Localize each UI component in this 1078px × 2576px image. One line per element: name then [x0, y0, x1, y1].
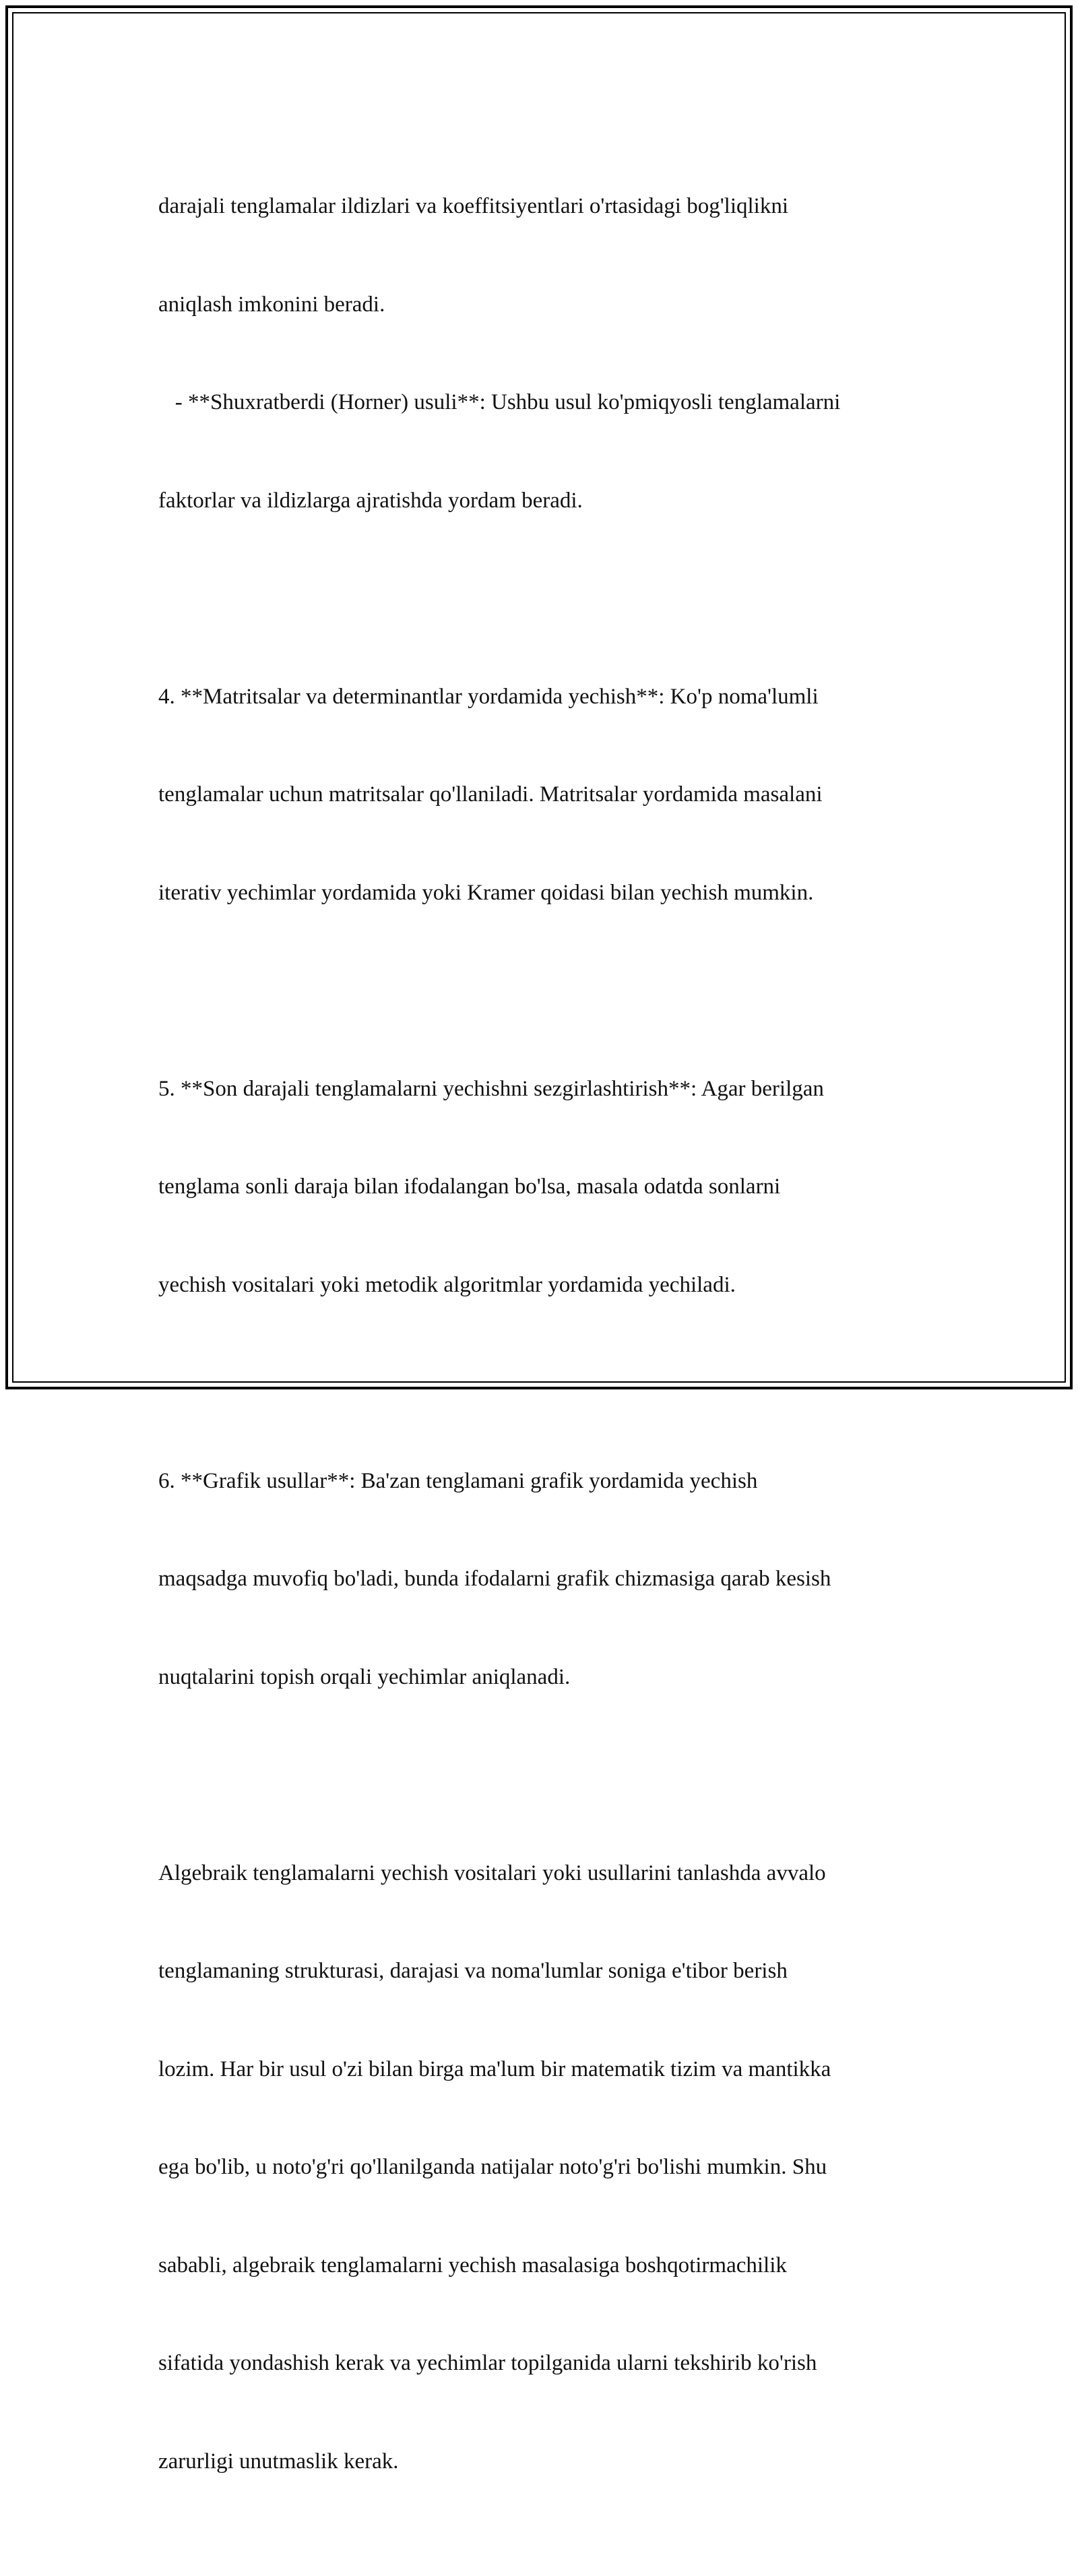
- text-line: sifatida yondashish kerak va yechimlar topilganida ularni tekshirib ko'rish: [158, 2351, 817, 2375]
- paragraph-conclusion: [158, 1792, 933, 2544]
- text-line: iterativ yechimlar yordamida yoki Kramer qoidasi bilan yechish mumkin.: [158, 880, 814, 905]
- text-line: Algebraik tenglamalarni yechish vositalari yoki usullarini tanlashda avvalo: [158, 1860, 826, 1885]
- text-line: lozim. Har bir usul o'zi bilan birga ma'lum bir matematik tizim va mantikka: [158, 2056, 831, 2081]
- paragraph-item-5: [158, 1007, 933, 1367]
- paragraph-item-6: [158, 1400, 933, 1759]
- text-line: - **Shuxratberdi (Horner) usuli**: Ushbu usul ko'pmiqyosli tenglamalarni: [158, 390, 841, 414]
- text-line: darajali tenglamalar ildizlari va koeffitsiyentlari o'rtasidagi bog'liqlikni: [158, 194, 788, 218]
- text-line: maqsadga muvofiq bo'ladi, bunda ifodalarni grafik chizmasiga qarab kesish: [158, 1567, 831, 1591]
- text-line: 6. **Grafik usullar**: Ba'zan tenglamani grafik yordamida yechish: [158, 1468, 758, 1493]
- text-line: aniqlash imkonini beradi.: [158, 292, 385, 317]
- text-line: 4. **Matritsalar va determinantlar yordamida yechish**: Ko'p noma'lumli: [158, 684, 819, 709]
- text-line: nuqtalarini topish orqali yechimlar aniqlanadi.: [158, 1664, 571, 1689]
- text-line: 5. **Son darajali tenglamalarni yechishni sezgirlashtirish**: Agar berilgan: [158, 1076, 824, 1101]
- document-body: [158, 125, 933, 2576]
- text-line: faktorlar va ildizlarga ajratishda yordam beradi.: [158, 488, 583, 513]
- text-line: zarurligi unutmaslik kerak.: [158, 2449, 399, 2474]
- text-line: ega bo'lib, u noto'g'ri qo'llanilganda natijalar noto'g'ri bo'lishi mumkin. Shu: [158, 2155, 827, 2179]
- text-line: yechish vositalari yoki metodik algoritmlar yordamida yechiladi.: [158, 1272, 736, 1297]
- text-line: tenglamalar uchun matritsalar qo'llaniladi. Matritsalar yordamida masalani: [158, 782, 823, 807]
- paragraph-item-4: [158, 615, 933, 975]
- text-line: tenglama sonli daraja bilan ifodalangan bo'lsa, masala odatda sonlarni: [158, 1174, 781, 1199]
- text-line: sababli, algebraik tenglamalarni yechish masalasiga boshqotirmachilik: [158, 2253, 787, 2277]
- paragraph-vieta-horner: [158, 125, 933, 582]
- text-line: tenglamaning strukturasi, darajasi va noma'lumlar soniga e'tibor berish: [158, 1959, 788, 1983]
